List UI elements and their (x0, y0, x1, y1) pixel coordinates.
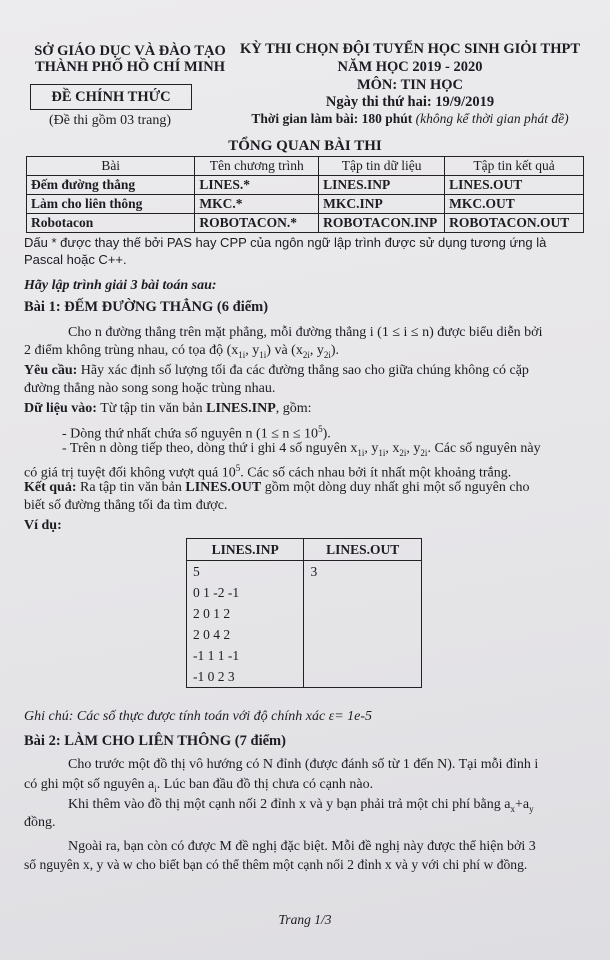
problem2-p3-2: số nguyên x, y và w cho biết bạn có thể thêm một cạnh nối 2 đỉnh x và y với chi phí w đồng. (24, 857, 528, 872)
table-cell: -1 1 1 -1 (187, 645, 304, 666)
overview-col-program: Tên chương trình (195, 157, 319, 176)
table-cell: Robotacon (27, 214, 195, 233)
overview-col-problem: Bài (27, 157, 195, 176)
problem1-requirement-1: Yêu cầu: Hãy xác định số lượng tối đa các đường thẳng sao cho giữa chúng không có cặp (24, 363, 529, 378)
problem1-output-2: biết số đường thẳng tối đa tìm được. (24, 498, 228, 513)
problem2-p1-1: Cho trước một đồ thị vô hướng có N đỉnh (được đánh số từ 1 đến N). Tại mỗi đỉnh i (68, 757, 539, 772)
table-cell: 2 0 4 2 (187, 624, 304, 645)
table-row (27, 176, 584, 195)
table-cell: ROBOTACON.* (195, 214, 319, 233)
table-cell: LINES.OUT (445, 176, 584, 195)
official-label: ĐỀ CHÍNH THỨC (51, 88, 171, 105)
time-line (220, 110, 600, 128)
table-cell: LINES.INP (319, 176, 445, 195)
table-cell: Đếm đường thẳng (27, 176, 195, 195)
table-row (27, 195, 584, 214)
table-row (187, 603, 422, 624)
official-label-box (30, 84, 192, 110)
example-col-output: LINES.OUT (304, 539, 422, 561)
table-row (187, 666, 422, 688)
problem2-heading: Bài 2: LÀM CHO LIÊN THÔNG (7 điểm) (24, 733, 286, 749)
problem1-heading: Bài 1: ĐẾM ĐƯỜNG THẲNG (6 điểm) (24, 299, 269, 315)
problem1-desc-1: Cho n đường thẳng trên mặt phẳng, mỗi đường thẳng i (1 ≤ i ≤ n) được biểu diễn bởi (68, 325, 543, 340)
problem1-input-3: có giá trị tuyệt đối không vượt quá $10^5$. Các số cách nhau bởi ít nhất một khoảng trắng. (24, 463, 512, 481)
time-note: (không kể thời gian phát đề) (415, 111, 569, 126)
page-footer: Trang 1/3 (278, 912, 332, 927)
problem2-p2-1: Khi thêm vào đồ thị một cạnh nối 2 đỉnh x và y bạn phải trả một chi phí bằng $a_x+a_y$ (68, 797, 534, 814)
table-row (187, 561, 422, 583)
problem1-input-heading: Dữ liệu vào: Từ tập tin văn bản LINES.INP, gồm: (24, 401, 312, 416)
problem2-p2-2: đồng. (24, 815, 56, 830)
problem1-input-2: - Trên n dòng tiếp theo, dòng thứ i ghi 4 số nguyên $x_{1i}$, $y_{1i}$, $x_{2i}$, $y_{2i}$. Các số nguyên này (62, 441, 541, 458)
overview-col-output: Tập tin kết quả (445, 157, 584, 176)
table-cell: -1 0 2 3 (187, 666, 304, 688)
problem1-input-1: - Dòng thứ nhất chứa số nguyên n $(1 \le n \le 10^5)$. (62, 424, 331, 442)
problem1-desc-2: 2 điểm không trùng nhau, có tọa độ ($x_{1i}$, $y_{1i}$) và ($x_{2i}$, $y_{2i}$). (24, 343, 340, 360)
time-label: Thời gian làm bài: 180 phút (251, 111, 413, 126)
overview-note-1: Dấu * được thay thế bởi PAS hay CPP của ngôn ngữ lập trình được sử dụng tương ứng là (24, 235, 547, 250)
table-cell: MKC.OUT (445, 195, 584, 214)
overview-col-input: Tập tin dữ liệu (319, 157, 445, 176)
table-cell: MKC.* (195, 195, 319, 214)
overview-table (26, 156, 584, 233)
example-label: Ví dụ: (24, 518, 62, 533)
pages-note: (Đề thi gồm 03 trang) (48, 113, 172, 128)
table-row (27, 214, 584, 233)
problem1-note: Ghi chú: Các số thực được tính toán với độ chính xác ε= 1e-5 (24, 709, 373, 724)
table-row (187, 624, 422, 645)
example-header-row (187, 539, 422, 561)
exam-title: KỲ THI CHỌN ĐỘI TUYỂN HỌC SINH GIỎI THPT (239, 41, 580, 57)
overview-note-2: Pascal hoặc C++. (24, 252, 127, 267)
table-cell: 3 (304, 561, 422, 583)
problem2-p1-2: có ghi một số nguyên $a_i$. Lúc ban đầu đồ thị chưa có cạnh nào. (24, 777, 374, 794)
table-cell: ROBOTACON.OUT (445, 214, 584, 233)
table-cell: 2 0 1 2 (187, 603, 304, 624)
example-col-input: LINES.INP (187, 539, 304, 561)
table-cell: LINES.* (195, 176, 319, 195)
table-cell: MKC.INP (319, 195, 445, 214)
city-name: THÀNH PHỐ HỒ CHÍ MINH (34, 59, 226, 75)
table-cell: Làm cho liên thông (27, 195, 195, 214)
table-cell: ROBOTACON.INP (319, 214, 445, 233)
table-row (187, 582, 422, 603)
problem1-requirement-2: đường thẳng nào song song hoặc trùng nhau. (24, 381, 276, 396)
exam-date: Ngày thi thứ hai: 19/9/2019 (325, 94, 495, 110)
school-year: NĂM HỌC 2019 - 2020 (337, 59, 483, 75)
table-cell: 0 1 -2 -1 (187, 582, 304, 603)
problem1-output-1: Kết quả: Ra tập tin văn bản LINES.OUT gồm một dòng duy nhất ghi một số nguyên cho (24, 480, 530, 495)
overview-title: TỔNG QUAN BÀI THI (228, 138, 382, 154)
table-cell: 5 (187, 561, 304, 583)
overview-header-row (27, 157, 584, 176)
department-name: SỞ GIÁO DỤC VÀ ĐÀO TẠO (34, 43, 226, 59)
intro: Hãy lập trình giải 3 bài toán sau: (24, 278, 217, 293)
table-row (187, 645, 422, 666)
problem2-p3-1: Ngoài ra, bạn còn có được M đề nghị đặc biệt. Mỗi đề nghị này được thể hiện bởi 3 (68, 839, 536, 854)
subject: MÔN: TIN HỌC (356, 77, 464, 93)
example-table (186, 538, 422, 688)
